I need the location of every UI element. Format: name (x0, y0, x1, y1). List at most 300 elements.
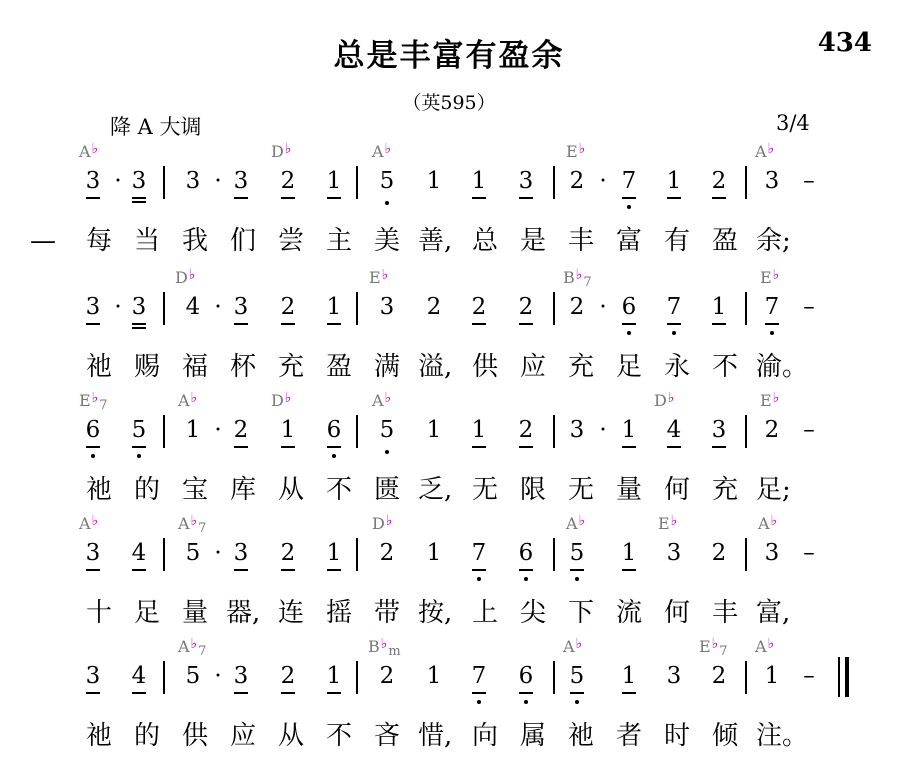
lyric-character: 时 (663, 721, 690, 751)
augmentation-dot (109, 170, 127, 193)
augmentation-dot (109, 296, 127, 319)
note-digit (470, 665, 488, 688)
chord-flat: ♭ (711, 636, 719, 652)
underline (234, 446, 248, 448)
note-digit (325, 665, 343, 688)
note-text: 1 (426, 663, 442, 689)
sustain-dash (800, 170, 818, 193)
note-text: 3 (85, 168, 101, 194)
note-text: 1 (471, 417, 487, 443)
note-text: 1 (280, 417, 296, 443)
note-text: · (114, 294, 122, 320)
chord-flat: ♭ (670, 513, 678, 529)
lyric-character: 祂 (85, 721, 112, 751)
lyric-character: 应 (229, 721, 256, 751)
hymn-subtitle: （英595） (402, 92, 496, 114)
note-text: – (803, 417, 815, 443)
underline (281, 569, 295, 571)
lyric-character: 十 (85, 598, 112, 628)
underline (234, 569, 248, 571)
augmentation-dot (594, 296, 612, 319)
note-digit (620, 542, 638, 565)
underline (622, 197, 636, 199)
low-octave-dot (524, 700, 528, 704)
lyric-character: 永 (663, 352, 690, 382)
lyric-character: 何 (663, 598, 690, 628)
chord-flat: ♭ (384, 141, 392, 157)
underline (622, 692, 636, 694)
underline (132, 569, 146, 571)
lyric-character: 尖 (519, 598, 546, 628)
note-text: 2 (569, 294, 585, 320)
note-text: 5 (185, 540, 201, 566)
note-digit (184, 665, 202, 688)
chord-symbol (699, 636, 728, 659)
lyric-character: 足; (756, 475, 791, 505)
bar-line (745, 538, 747, 571)
note-text: 1 (426, 540, 442, 566)
lyric-character: 乏, (418, 475, 453, 505)
note-digit (84, 296, 102, 319)
note-text: 6 (518, 540, 534, 566)
lyric-character: 供 (471, 352, 498, 382)
augmentation-dot (209, 419, 227, 442)
underline (519, 446, 533, 448)
lyric-character: 总 (471, 226, 498, 256)
note-text: 3 (666, 540, 682, 566)
note-digit (425, 542, 443, 565)
note-digit (130, 542, 148, 565)
augmentation-dot (209, 542, 227, 565)
underline (327, 446, 341, 448)
note-digit (232, 296, 250, 319)
note-text: 5 (569, 663, 585, 689)
note-text: 1 (621, 663, 637, 689)
note-digit (763, 419, 781, 442)
low-octave-dot (575, 700, 579, 704)
note-text: · (599, 294, 607, 320)
note-digit (763, 542, 781, 565)
note-text: 7 (621, 168, 637, 194)
chord-root: A (566, 514, 578, 533)
note-text: 3 (85, 663, 101, 689)
final-bar-line (845, 657, 849, 697)
lyric-character: 赐 (133, 352, 160, 382)
note-text: 3 (569, 417, 585, 443)
underline (86, 446, 100, 448)
lyric-character: 匮 (373, 475, 400, 505)
lyric-character: 从 (277, 721, 304, 751)
underline (86, 323, 100, 325)
chord-root: A (178, 637, 190, 656)
note-digit (279, 542, 297, 565)
chord-symbol (79, 390, 108, 413)
underline (712, 197, 726, 199)
augmentation-dot (594, 170, 612, 193)
lyric-character: 丰 (711, 598, 738, 628)
lyric-character: 倾 (711, 721, 738, 751)
lyric-character: 限 (519, 475, 546, 505)
note-text: 6 (85, 417, 101, 443)
note-digit (184, 419, 202, 442)
note-text: 2 (711, 663, 727, 689)
lyric-character: 主 (325, 226, 352, 256)
chord-root: A (563, 637, 575, 656)
underline (132, 197, 146, 199)
note-text: 5 (379, 417, 395, 443)
bar-line (745, 415, 747, 448)
note-digit (325, 419, 343, 442)
chord-symbol (654, 390, 675, 410)
note-digit (378, 665, 396, 688)
bar-line (553, 292, 555, 325)
note-digit (232, 665, 250, 688)
note-text: – (803, 294, 815, 320)
lyric-character: 富, (756, 598, 791, 628)
low-octave-dot (627, 331, 631, 335)
bar-line (163, 661, 165, 694)
lyric-character: 渝。 (756, 352, 809, 382)
lyric-character: 尝 (277, 226, 304, 256)
note-digit (517, 542, 535, 565)
note-digit (378, 542, 396, 565)
note-digit (568, 665, 586, 688)
note-digit (130, 665, 148, 688)
note-text: 1 (471, 168, 487, 194)
chord-root: D (372, 514, 385, 533)
note-digit (517, 419, 535, 442)
note-text: 7 (471, 540, 487, 566)
note-digit (425, 665, 443, 688)
underline (327, 323, 341, 325)
underline (712, 446, 726, 448)
note-digit (665, 419, 683, 442)
underline (281, 197, 295, 199)
chord-flat: ♭ (772, 390, 780, 406)
underline (570, 692, 584, 694)
chord-root: E (760, 268, 772, 287)
note-digit (279, 170, 297, 193)
time-signature: 3/4 (776, 111, 810, 135)
note-text: 1 (326, 168, 342, 194)
lyric-character: 注。 (756, 721, 809, 751)
note-text: 2 (518, 294, 534, 320)
chord-flat: ♭ (190, 636, 198, 652)
underline (519, 197, 533, 199)
augmentation-dot (209, 170, 227, 193)
note-text: 2 (379, 540, 395, 566)
note-digit (517, 665, 535, 688)
note-text: 1 (326, 663, 342, 689)
chord-root: A (79, 514, 91, 533)
note-digit (620, 419, 638, 442)
lyric-character: 的 (133, 475, 160, 505)
chord-root: D (271, 142, 284, 161)
lyric-character: 足 (133, 598, 160, 628)
chord-flat: ♭ (667, 390, 675, 406)
bar-line (356, 292, 358, 325)
note-digit (517, 170, 535, 193)
note-digit (378, 296, 396, 319)
chord-root: E (79, 391, 91, 410)
underline (86, 197, 100, 199)
note-text: 2 (471, 294, 487, 320)
chord-root: A (79, 142, 91, 161)
note-digit (378, 170, 396, 193)
note-digit (710, 665, 728, 688)
note-text: 3 (233, 294, 249, 320)
chord-symbol (79, 141, 99, 161)
note-text: 4 (131, 540, 147, 566)
hymn-title: 总是丰富有盈余 (333, 38, 565, 74)
underline (667, 446, 681, 448)
note-text: · (214, 540, 222, 566)
chord-root: B (368, 637, 380, 656)
note-digit (130, 296, 148, 319)
note-digit (325, 170, 343, 193)
chord-symbol (563, 267, 592, 290)
chord-flat: ♭ (284, 141, 292, 157)
lyric-character: 按, (418, 598, 453, 628)
note-digit (763, 665, 781, 688)
note-text: 1 (326, 540, 342, 566)
chord-symbol (760, 267, 780, 287)
lyric-character: 有 (663, 226, 690, 256)
chord-symbol (372, 390, 392, 410)
chord-root: A (372, 391, 384, 410)
chord-symbol (178, 513, 207, 536)
bar-line (553, 415, 555, 448)
note-text: 3 (518, 168, 534, 194)
note-text: 1 (621, 540, 637, 566)
lyric-character: — (30, 226, 56, 256)
note-text: 2 (379, 663, 395, 689)
note-text: – (803, 663, 815, 689)
lyric-character: 祂 (567, 721, 594, 751)
note-digit (470, 170, 488, 193)
note-text: 7 (471, 663, 487, 689)
sustain-dash (800, 665, 818, 688)
low-octave-dot (477, 577, 481, 581)
chord-flat: ♭ (190, 513, 198, 529)
chord-quality: 7 (583, 275, 592, 290)
lyric-character: 器, (226, 598, 261, 628)
underline (622, 323, 636, 325)
note-digit (84, 170, 102, 193)
note-digit (763, 170, 781, 193)
lyric-character: 充 (277, 352, 304, 382)
note-digit (130, 419, 148, 442)
note-text: 3 (185, 168, 201, 194)
note-text: · (214, 663, 222, 689)
lyric-character: 杯 (229, 352, 256, 382)
note-text: 2 (280, 663, 296, 689)
chord-flat: ♭ (381, 267, 389, 283)
note-text: 3 (85, 540, 101, 566)
chord-symbol (368, 636, 401, 659)
chord-flat: ♭ (578, 513, 586, 529)
underline (472, 197, 486, 199)
note-text: 5 (131, 417, 147, 443)
note-text: · (114, 168, 122, 194)
augmentation-dot (209, 665, 227, 688)
note-digit (279, 296, 297, 319)
sustain-dash (800, 542, 818, 565)
underline (281, 323, 295, 325)
sustain-dash (800, 296, 818, 319)
chord-flat: ♭ (188, 267, 196, 283)
lyric-character: 吝 (373, 721, 400, 751)
lyric-character: 富 (615, 226, 642, 256)
bar-line (163, 292, 165, 325)
low-octave-dot (137, 454, 141, 458)
double-underline (132, 327, 146, 329)
note-text: – (803, 168, 815, 194)
underline (234, 197, 248, 199)
lyric-character: 足 (615, 352, 642, 382)
note-text: 5 (569, 540, 585, 566)
chord-symbol (372, 141, 392, 161)
chord-flat: ♭ (770, 513, 778, 529)
chord-root: A (758, 514, 770, 533)
lyric-character: 者 (615, 721, 642, 751)
note-text: 4 (666, 417, 682, 443)
chord-flat: ♭ (767, 636, 775, 652)
underline (472, 569, 486, 571)
note-digit (517, 296, 535, 319)
chord-flat: ♭ (284, 390, 292, 406)
note-text: – (803, 540, 815, 566)
augmentation-dot (209, 296, 227, 319)
lyric-character: 的 (133, 721, 160, 751)
underline (519, 692, 533, 694)
lyric-character: 不 (325, 721, 352, 751)
chord-symbol (271, 390, 292, 410)
lyric-character: 是 (519, 226, 546, 256)
underline (327, 692, 341, 694)
note-digit (710, 542, 728, 565)
lyric-character: 上 (471, 598, 498, 628)
chord-flat: ♭ (772, 267, 780, 283)
chord-root: E (369, 268, 381, 287)
chord-flat: ♭ (384, 390, 392, 406)
chord-flat: ♭ (91, 390, 99, 406)
note-digit (84, 665, 102, 688)
chord-root: E (658, 514, 670, 533)
bar-line (553, 166, 555, 199)
note-text: 3 (764, 168, 780, 194)
note-text: · (214, 294, 222, 320)
bar-line (356, 166, 358, 199)
low-octave-dot (627, 205, 631, 209)
lyric-character: 充 (711, 475, 738, 505)
lyric-character: 量 (615, 475, 642, 505)
note-digit (84, 542, 102, 565)
chord-symbol (566, 141, 586, 161)
note-text: 2 (280, 294, 296, 320)
note-text: 3 (764, 540, 780, 566)
note-digit (130, 170, 148, 193)
lyric-character: 福 (181, 352, 208, 382)
key-signature: 降 A 大调 (110, 115, 202, 139)
note-text: 2 (426, 294, 442, 320)
chord-root: D (654, 391, 667, 410)
sustain-dash (800, 419, 818, 442)
chord-symbol (760, 390, 780, 410)
note-digit (710, 419, 728, 442)
chord-quality: 7 (719, 644, 728, 659)
underline (132, 323, 146, 325)
chord-flat: ♭ (575, 267, 583, 283)
note-digit (232, 170, 250, 193)
underline (132, 692, 146, 694)
note-digit (620, 170, 638, 193)
chord-quality: m (388, 644, 401, 659)
note-text: · (599, 168, 607, 194)
note-text: 1 (666, 168, 682, 194)
lyric-character: 余; (756, 226, 791, 256)
underline (667, 323, 681, 325)
bar-line (163, 166, 165, 199)
note-text: 4 (185, 294, 201, 320)
underline (472, 446, 486, 448)
chord-root: E (760, 391, 772, 410)
chord-symbol (175, 267, 196, 287)
lyric-character: 盈 (711, 226, 738, 256)
note-text: 1 (326, 294, 342, 320)
note-text: 1 (426, 168, 442, 194)
underline (132, 446, 146, 448)
note-text: 7 (764, 294, 780, 320)
note-text: 2 (518, 417, 534, 443)
note-text: 7 (666, 294, 682, 320)
lyric-character: 溢, (418, 352, 453, 382)
lyric-character: 量 (181, 598, 208, 628)
note-text: · (214, 417, 222, 443)
lyric-character: 们 (229, 226, 256, 256)
low-octave-dot (332, 454, 336, 458)
note-text: 2 (280, 168, 296, 194)
note-text: 1 (426, 417, 442, 443)
note-text: 5 (379, 168, 395, 194)
note-text: 3 (85, 294, 101, 320)
underline (570, 569, 584, 571)
underline (472, 692, 486, 694)
underline (327, 197, 341, 199)
note-digit (620, 665, 638, 688)
note-text: 2 (233, 417, 249, 443)
note-text: 1 (764, 663, 780, 689)
lyric-character: 当 (133, 226, 160, 256)
underline (86, 692, 100, 694)
lyric-character: 库 (229, 475, 256, 505)
lyric-character: 丰 (567, 226, 594, 256)
low-octave-dot (575, 577, 579, 581)
chord-symbol (563, 636, 583, 656)
lyric-character: 连 (277, 598, 304, 628)
note-digit (279, 419, 297, 442)
note-digit (232, 542, 250, 565)
note-text: · (599, 417, 607, 443)
bar-line (356, 538, 358, 571)
chord-flat: ♭ (578, 141, 586, 157)
lyric-character: 善, (418, 226, 453, 256)
note-digit (710, 170, 728, 193)
lyric-character: 摇 (325, 598, 352, 628)
note-text: 3 (233, 168, 249, 194)
chord-symbol (658, 513, 678, 533)
chord-flat: ♭ (380, 636, 388, 652)
